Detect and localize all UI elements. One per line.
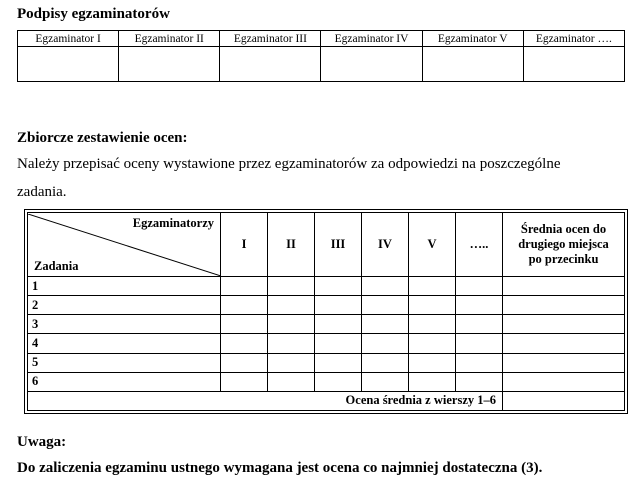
grade-cell[interactable] bbox=[362, 296, 409, 315]
grade-cell[interactable] bbox=[221, 372, 268, 391]
grade-cell[interactable] bbox=[268, 315, 315, 334]
note-text: Do zaliczenia egzaminu ustnego wymagana jest ocena co najmniej dostateczna (3). bbox=[17, 460, 543, 476]
summary-title: Zbiorcze zestawienie ocen: bbox=[17, 130, 188, 146]
signatures-title: Podpisy egzaminatorów bbox=[17, 6, 170, 22]
row-number: 2 bbox=[28, 296, 221, 315]
summary-line-1: Należy przepisać oceny wystawione przez egzaminatorów za odpowiedzi na poszczególne bbox=[17, 156, 561, 172]
table-row bbox=[28, 372, 625, 391]
row-number: 1 bbox=[28, 277, 221, 296]
grade-cell[interactable] bbox=[221, 296, 268, 315]
average-cell[interactable] bbox=[503, 334, 625, 353]
grade-cell[interactable] bbox=[456, 334, 503, 353]
table-row bbox=[28, 334, 625, 353]
grade-cell[interactable] bbox=[221, 315, 268, 334]
grade-cell[interactable] bbox=[409, 372, 456, 391]
signatures-table bbox=[17, 30, 625, 82]
average-header-line-2: drugiego miejsca bbox=[518, 237, 609, 251]
column-header-2: II bbox=[268, 213, 315, 277]
column-header-6: ….. bbox=[456, 213, 503, 277]
average-cell[interactable] bbox=[503, 315, 625, 334]
grade-cell[interactable] bbox=[315, 277, 362, 296]
grades-table-frame bbox=[24, 209, 628, 414]
signature-header-3: Egzaminator III bbox=[220, 31, 321, 47]
signature-header-6: Egzaminator …. bbox=[523, 31, 624, 47]
grade-cell[interactable] bbox=[362, 334, 409, 353]
grade-cell[interactable] bbox=[362, 353, 409, 372]
average-cell[interactable] bbox=[503, 372, 625, 391]
table-row bbox=[28, 315, 625, 334]
grade-cell[interactable] bbox=[315, 315, 362, 334]
average-header-line-3: po przecinku bbox=[528, 252, 599, 266]
average-cell[interactable] bbox=[503, 353, 625, 372]
average-cell[interactable] bbox=[503, 277, 625, 296]
column-header-4: IV bbox=[362, 213, 409, 277]
column-header-3: III bbox=[315, 213, 362, 277]
grade-cell[interactable] bbox=[315, 296, 362, 315]
grade-cell[interactable] bbox=[268, 296, 315, 315]
signature-cell[interactable] bbox=[321, 47, 422, 82]
grade-cell[interactable] bbox=[268, 277, 315, 296]
summary-line-2: zadania. bbox=[17, 184, 67, 200]
grade-cell[interactable] bbox=[315, 372, 362, 391]
signature-cell[interactable] bbox=[523, 47, 624, 82]
signature-header-5: Egzaminator V bbox=[422, 31, 523, 47]
table-row bbox=[28, 277, 625, 296]
row-number: 5 bbox=[28, 353, 221, 372]
grade-cell[interactable] bbox=[221, 353, 268, 372]
average-cell[interactable] bbox=[503, 296, 625, 315]
signature-header-1: Egzaminator I bbox=[18, 31, 119, 47]
final-average-cell[interactable] bbox=[503, 391, 625, 410]
grade-cell[interactable] bbox=[315, 334, 362, 353]
signature-cell[interactable] bbox=[18, 47, 119, 82]
row-number: 4 bbox=[28, 334, 221, 353]
average-header bbox=[503, 213, 625, 277]
grade-cell[interactable] bbox=[268, 334, 315, 353]
grade-cell[interactable] bbox=[409, 296, 456, 315]
signature-header-4: Egzaminator IV bbox=[321, 31, 422, 47]
grade-cell[interactable] bbox=[268, 353, 315, 372]
grade-cell[interactable] bbox=[456, 277, 503, 296]
grade-cell[interactable] bbox=[409, 315, 456, 334]
grade-cell[interactable] bbox=[409, 353, 456, 372]
grade-cell[interactable] bbox=[362, 372, 409, 391]
average-header-line-1: Średnia ocen do bbox=[520, 222, 607, 236]
grade-cell[interactable] bbox=[362, 315, 409, 334]
grade-cell[interactable] bbox=[362, 277, 409, 296]
grade-cell[interactable] bbox=[456, 372, 503, 391]
row-number: 3 bbox=[28, 315, 221, 334]
note-title: Uwaga: bbox=[17, 434, 67, 450]
grade-cell[interactable] bbox=[315, 353, 362, 372]
examiners-label: Egzaminatorzy bbox=[132, 215, 214, 230]
grade-cell[interactable] bbox=[456, 315, 503, 334]
grade-cell[interactable] bbox=[409, 277, 456, 296]
footer-label: Ocena średnia z wierszy 1–6 bbox=[28, 391, 503, 410]
grade-cell[interactable] bbox=[456, 353, 503, 372]
signature-cell[interactable] bbox=[422, 47, 523, 82]
column-header-1: I bbox=[221, 213, 268, 277]
signature-cell[interactable] bbox=[119, 47, 220, 82]
grade-cell[interactable] bbox=[268, 372, 315, 391]
column-header-5: V bbox=[409, 213, 456, 277]
row-number: 6 bbox=[28, 372, 221, 391]
grade-cell[interactable] bbox=[221, 334, 268, 353]
grade-cell[interactable] bbox=[409, 334, 456, 353]
signature-cell[interactable] bbox=[220, 47, 321, 82]
signature-header-2: Egzaminator II bbox=[119, 31, 220, 47]
grade-cell[interactable] bbox=[221, 277, 268, 296]
grade-cell[interactable] bbox=[456, 296, 503, 315]
footer-row bbox=[28, 391, 625, 410]
diagonal-header-cell bbox=[28, 213, 221, 277]
tasks-label: Zadania bbox=[34, 258, 79, 273]
table-row bbox=[28, 353, 625, 372]
grades-table bbox=[27, 212, 625, 411]
table-row bbox=[28, 296, 625, 315]
